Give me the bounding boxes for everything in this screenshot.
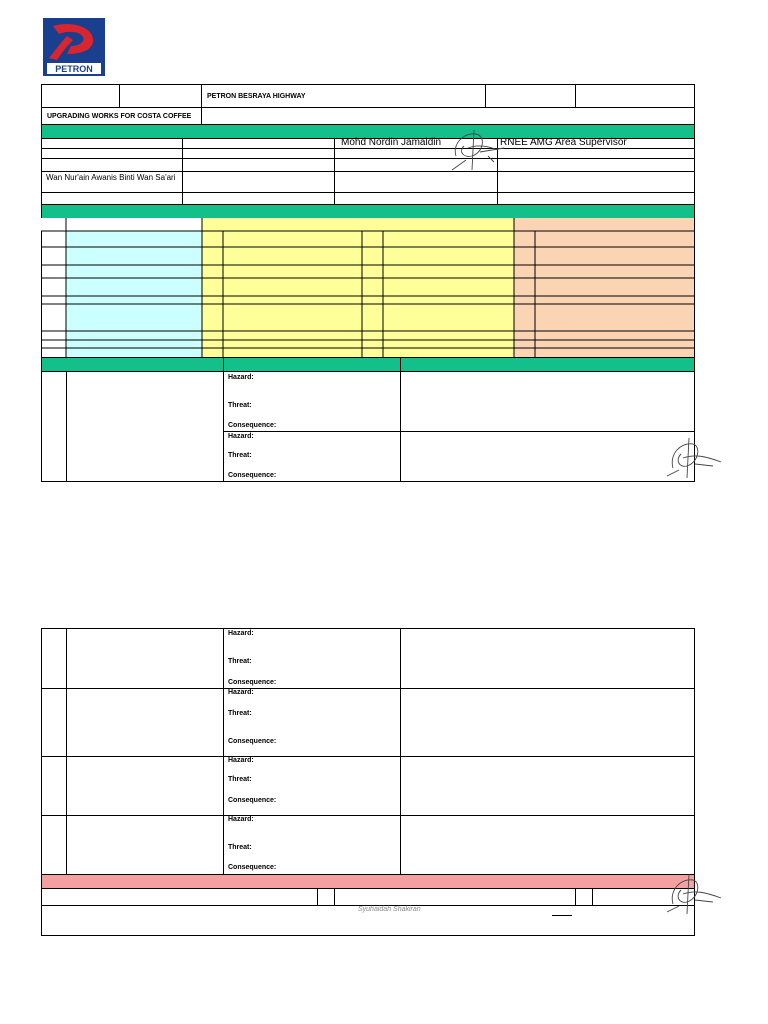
work-title: UPGRADING WORKS FOR COSTA COFFEE: [47, 113, 192, 120]
hazard-label: Hazard:: [228, 433, 254, 440]
threat-label: Threat:: [228, 452, 252, 459]
approval-cell: [317, 888, 335, 906]
threat-label: Threat:: [228, 844, 252, 851]
approval-header-band: [41, 874, 695, 889]
signature-icon: [665, 436, 725, 482]
team-role-1: RNEE AMG Area Supervisor: [500, 137, 627, 148]
hazard-label: Hazard:: [228, 689, 254, 696]
petron-logo-icon: [43, 18, 105, 76]
task-grid-lines: [41, 218, 695, 358]
team-cell: [41, 171, 183, 193]
signature-line: [552, 915, 572, 916]
site-name-cell: [201, 84, 486, 108]
header-cell-2: [119, 84, 202, 108]
team-cell: [334, 171, 498, 193]
hazard-table-2: [41, 628, 695, 875]
hazard-table-1: [41, 371, 695, 482]
hazard-label: Hazard:: [228, 374, 254, 381]
consequence-label: Consequence:: [228, 422, 277, 429]
consequence-label: Consequence:: [228, 472, 277, 479]
approval-cell: [334, 888, 576, 906]
consequence-label: Consequence:: [228, 738, 277, 745]
team-cell: [182, 158, 335, 172]
hazard-label: Hazard:: [228, 816, 254, 823]
site-name: PETRON BESRAYA HIGHWAY: [207, 93, 306, 100]
logo-text: PETRON: [55, 64, 93, 74]
approval-cell: [41, 888, 318, 906]
header-cell-4: [485, 84, 576, 108]
consequence-label: Consequence:: [228, 679, 277, 686]
team-name-2: Wan Nur'ain Awanis Binti Wan Sa'ari: [46, 173, 176, 182]
consequence-label: Consequence:: [228, 797, 277, 804]
signature-area: [41, 905, 695, 936]
header-cell-5: [575, 84, 695, 108]
team-cell: [182, 171, 335, 193]
threat-label: Threat:: [228, 658, 252, 665]
consequence-label: Consequence:: [228, 864, 277, 871]
signature-text: Syuhaidah Shakiran: [358, 906, 421, 913]
threat-label: Threat:: [228, 710, 252, 717]
threat-label: Threat:: [228, 402, 252, 409]
task-grid: [41, 218, 695, 358]
header-cell-1: [41, 84, 120, 108]
threat-label: Threat:: [228, 776, 252, 783]
work-title-cell: [41, 107, 202, 125]
signature-icon: [448, 126, 508, 174]
signature-icon: [665, 872, 725, 918]
team-cell: [41, 158, 183, 172]
team-cell: [497, 171, 695, 193]
hazard-label: Hazard:: [228, 630, 254, 637]
team-cell: [497, 158, 695, 172]
work-value-cell: [201, 107, 695, 125]
petron-logo: [43, 18, 105, 76]
hazard-label: Hazard:: [228, 757, 254, 764]
team-name-1: Mohd Nordin Jamaldin: [341, 137, 442, 148]
approval-cell: [575, 888, 593, 906]
section-header-band: [41, 204, 695, 219]
hazard-header-band: [41, 357, 695, 372]
